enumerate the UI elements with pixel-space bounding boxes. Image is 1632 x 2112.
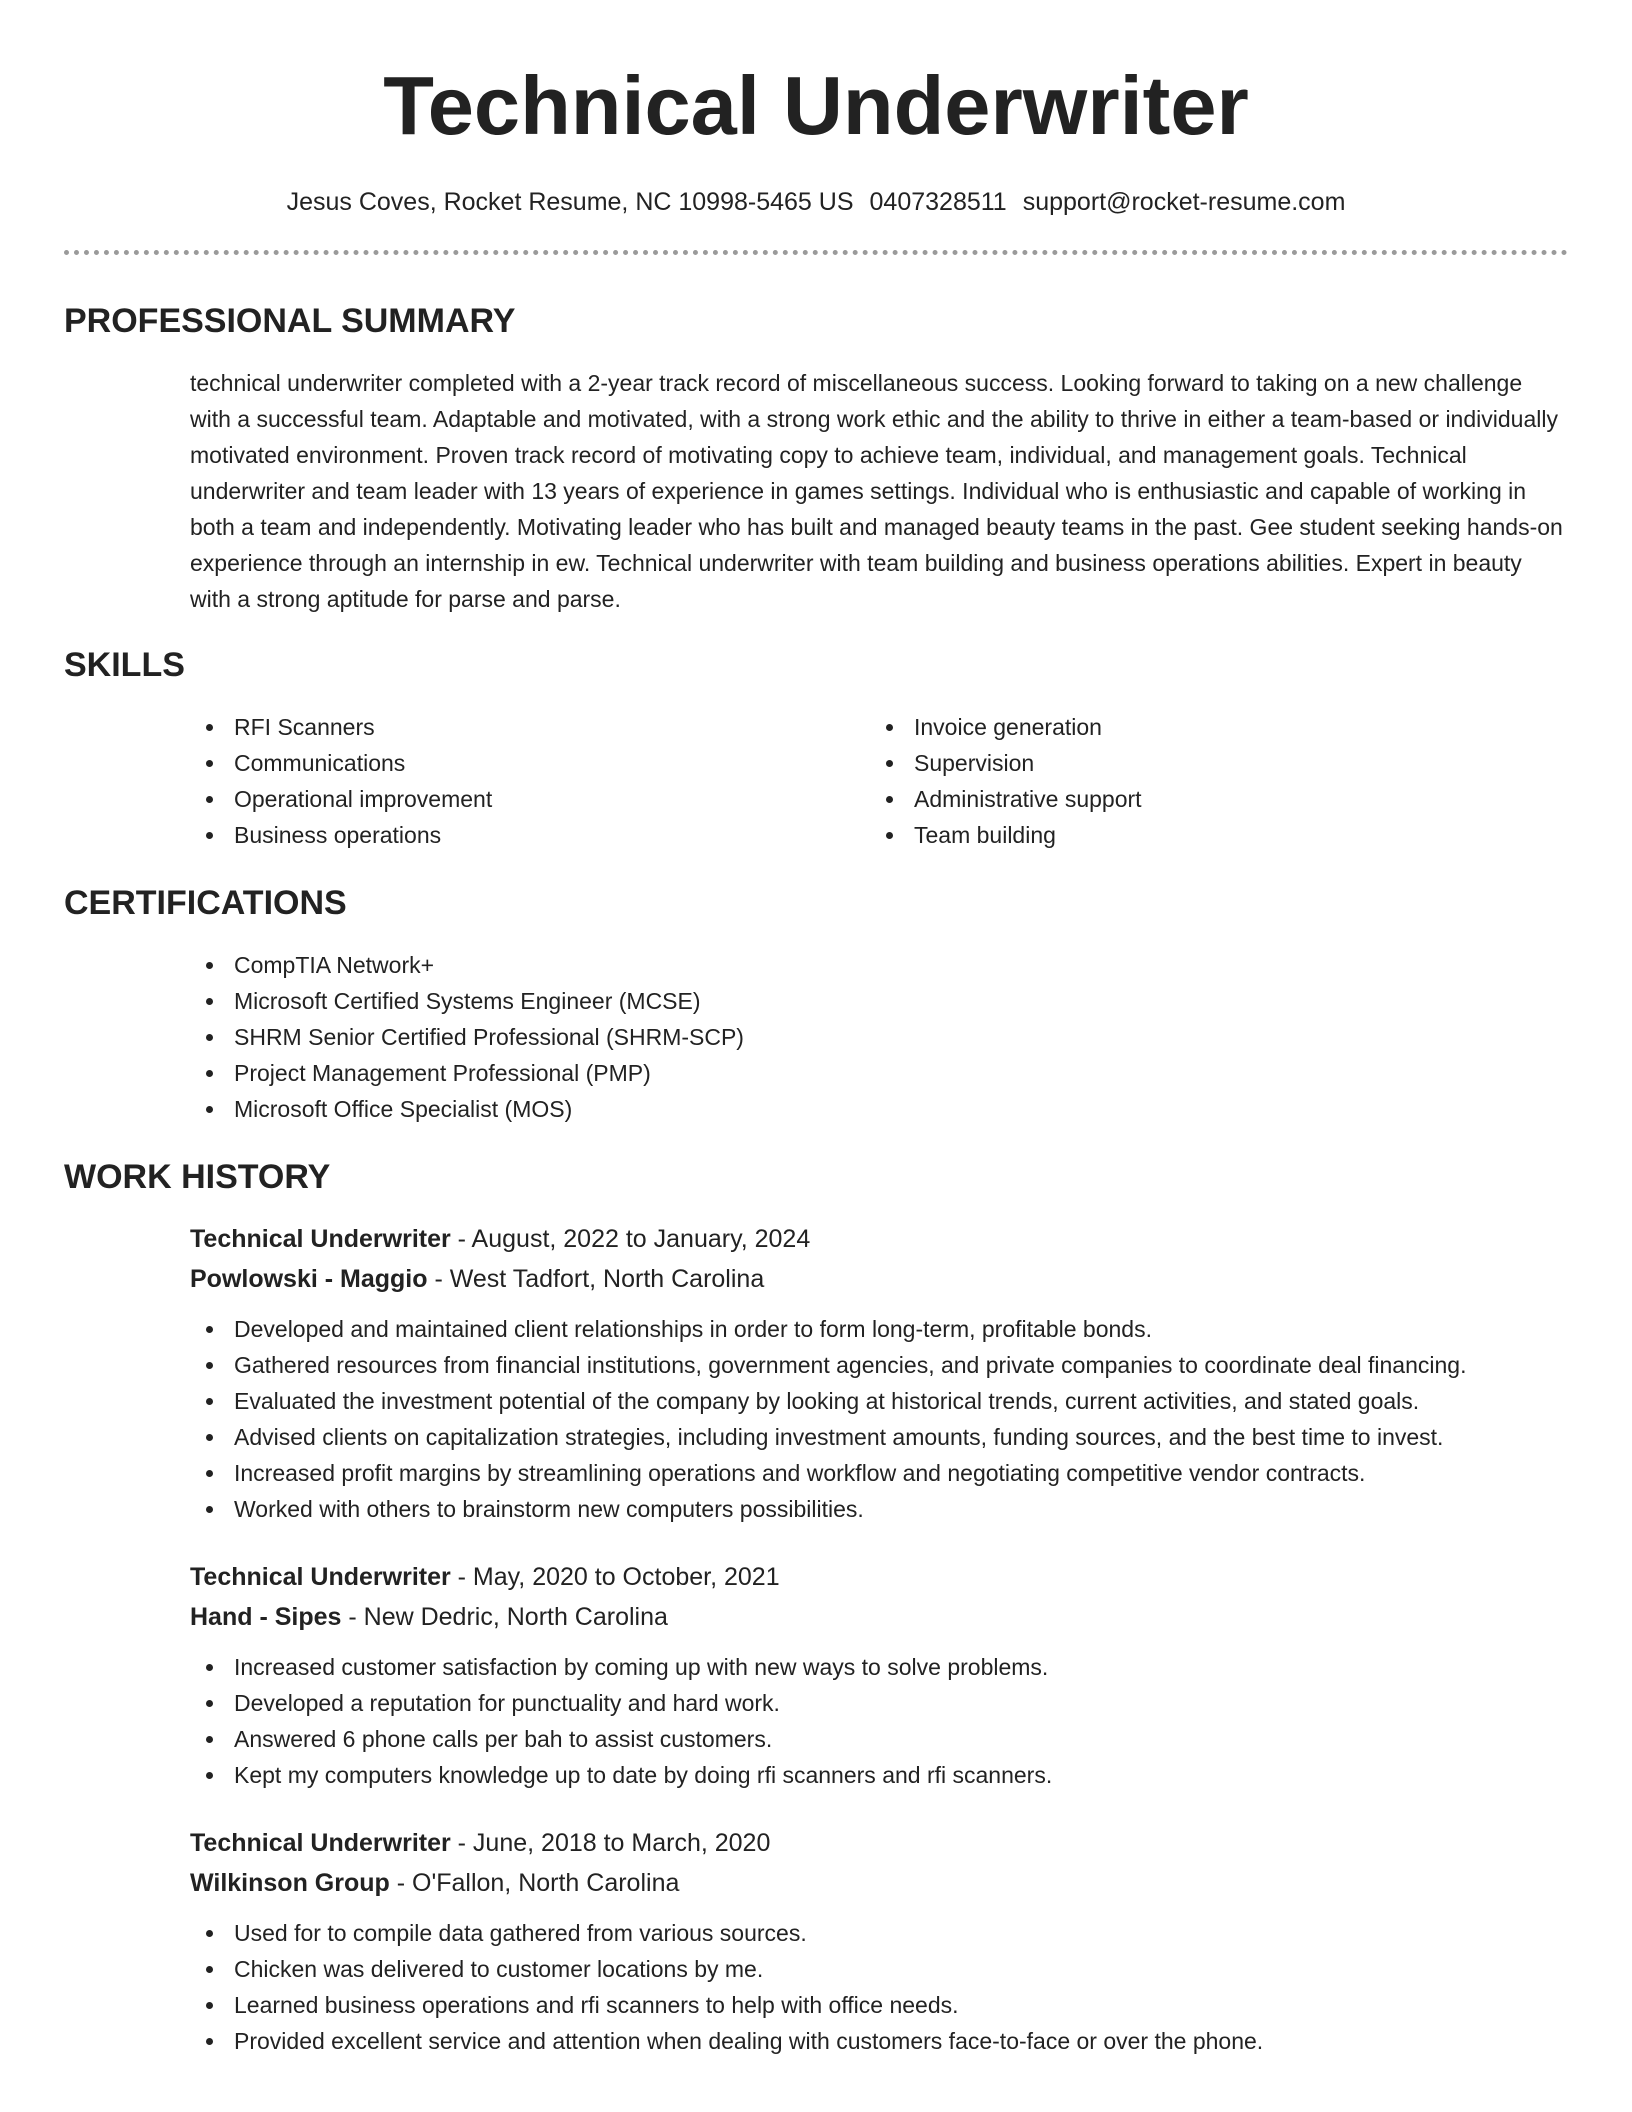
skill-item: Business operations xyxy=(190,817,870,853)
job-role: Technical Underwriter xyxy=(190,1829,451,1857)
certification-item: Microsoft Office Specialist (MOS) xyxy=(190,1091,1568,1127)
job-bullet: Evaluated the investment potential of the company by looking at historical trends, current activities, and stated goals. xyxy=(190,1383,1568,1419)
job-bullet: Kept my computers knowledge up to date by doing rfi scanners and rfi scanners. xyxy=(190,1757,1568,1793)
skill-item: Supervision xyxy=(870,745,1550,781)
job-bullets xyxy=(190,1915,1568,2059)
job-location: - O'Fallon, North Carolina xyxy=(389,1869,680,1897)
skill-item: Communications xyxy=(190,745,870,781)
job-title-line xyxy=(190,1823,1568,1863)
skill-item: Team building xyxy=(870,817,1550,853)
job-company: Wilkinson Group xyxy=(190,1869,390,1897)
summary-text: technical underwriter completed with a 2-year track record of miscellaneous success. Looking forward to taking on a new challenge with a successful team. Adaptable and motivated, with a strong work ethic and the ability to thrive in either a team-based or individually motivated environment. Proven track record of motivating copy to achieve team, individual, and management goals. Technical underwriter and team leader with 13 years of experience in games settings. Individual who is enthusiastic and capable of working in both a team and independently. Motivating leader who has built and managed beauty teams in the past. Gee student seeking hands-on experience through an internship in ew. Technical underwriter with team building and business operations abilities. Expert in beauty with a strong aptitude for parse and parse. xyxy=(190,370,1563,612)
contact-line xyxy=(64,186,1568,218)
certifications-heading: CERTIFICATIONS xyxy=(64,884,347,922)
job-company-line xyxy=(190,1259,1568,1299)
skill-item: Operational improvement xyxy=(190,781,870,817)
job-company-line xyxy=(190,1863,1568,1903)
certification-item: SHRM Senior Certified Professional (SHRM-SCP) xyxy=(190,1019,1568,1055)
skills-right-list xyxy=(870,709,1550,853)
resume-name: Technical Underwriter xyxy=(383,59,1249,152)
header-divider xyxy=(64,250,1568,255)
job-dates: - August, 2022 to January, 2024 xyxy=(450,1225,811,1253)
job-entry xyxy=(190,1557,1568,1793)
job-bullet: Answered 6 phone calls per bah to assist customers. xyxy=(190,1721,1568,1757)
job-company-line xyxy=(190,1597,1568,1637)
work-history-heading: WORK HISTORY xyxy=(64,1158,331,1196)
job-bullet: Advised clients on capitalization strategies, including investment amounts, funding sources, and the best time to invest. xyxy=(190,1419,1568,1455)
certification-item: Project Management Professional (PMP) xyxy=(190,1055,1568,1091)
job-company: Powlowski - Maggio xyxy=(190,1265,428,1293)
certifications-list xyxy=(190,947,1568,1127)
skill-item: Invoice generation xyxy=(870,709,1550,745)
job-bullet: Increased customer satisfaction by coming up with new ways to solve problems. xyxy=(190,1649,1568,1685)
job-bullet: Learned business operations and rfi scanners to help with office needs. xyxy=(190,1987,1568,2023)
contact-email: support@rocket-resume.com xyxy=(1022,188,1346,216)
skill-item: Administrative support xyxy=(870,781,1550,817)
job-dates: - June, 2018 to March, 2020 xyxy=(450,1829,771,1857)
job-bullet: Developed and maintained client relationships in order to form long-term, profitable bonds. xyxy=(190,1311,1568,1347)
job-bullet: Developed a reputation for punctuality and hard work. xyxy=(190,1685,1568,1721)
job-bullet: Gathered resources from financial institutions, government agencies, and private companies to coordinate deal financing. xyxy=(190,1347,1568,1383)
job-entry xyxy=(190,1219,1568,1527)
contact-address: Jesus Coves, Rocket Resume, NC 10998-5465 US xyxy=(286,188,854,216)
job-bullet: Worked with others to brainstorm new computers possibilities. xyxy=(190,1491,1568,1527)
job-entry xyxy=(190,1823,1568,2059)
skills-grid xyxy=(190,709,1568,853)
job-bullets xyxy=(190,1311,1568,1527)
skill-item: RFI Scanners xyxy=(190,709,870,745)
job-dates: - May, 2020 to October, 2021 xyxy=(450,1563,780,1591)
job-company: Hand - Sipes xyxy=(190,1603,342,1631)
job-title-line xyxy=(190,1219,1568,1259)
certification-item: CompTIA Network+ xyxy=(190,947,1568,983)
job-location: - West Tadfort, North Carolina xyxy=(427,1265,765,1293)
certification-item: Microsoft Certified Systems Engineer (MCSE) xyxy=(190,983,1568,1019)
job-bullet: Provided excellent service and attention when dealing with customers face-to-face or over the phone. xyxy=(190,2023,1568,2059)
summary-heading: PROFESSIONAL SUMMARY xyxy=(64,302,516,340)
job-bullets xyxy=(190,1649,1568,1793)
job-bullet: Increased profit margins by streamlining operations and workflow and negotiating competitive vendor contracts. xyxy=(190,1455,1568,1491)
job-bullet: Used for to compile data gathered from various sources. xyxy=(190,1915,1568,1951)
contact-phone: 0407328511 xyxy=(869,188,1007,216)
job-role: Technical Underwriter xyxy=(190,1563,451,1591)
skills-heading: SKILLS xyxy=(64,646,185,684)
job-location: - New Dedric, North Carolina xyxy=(341,1603,668,1631)
job-role: Technical Underwriter xyxy=(190,1225,451,1253)
skills-left-list xyxy=(190,709,870,853)
job-bullet: Chicken was delivered to customer locations by me. xyxy=(190,1951,1568,1987)
job-title-line xyxy=(190,1557,1568,1597)
